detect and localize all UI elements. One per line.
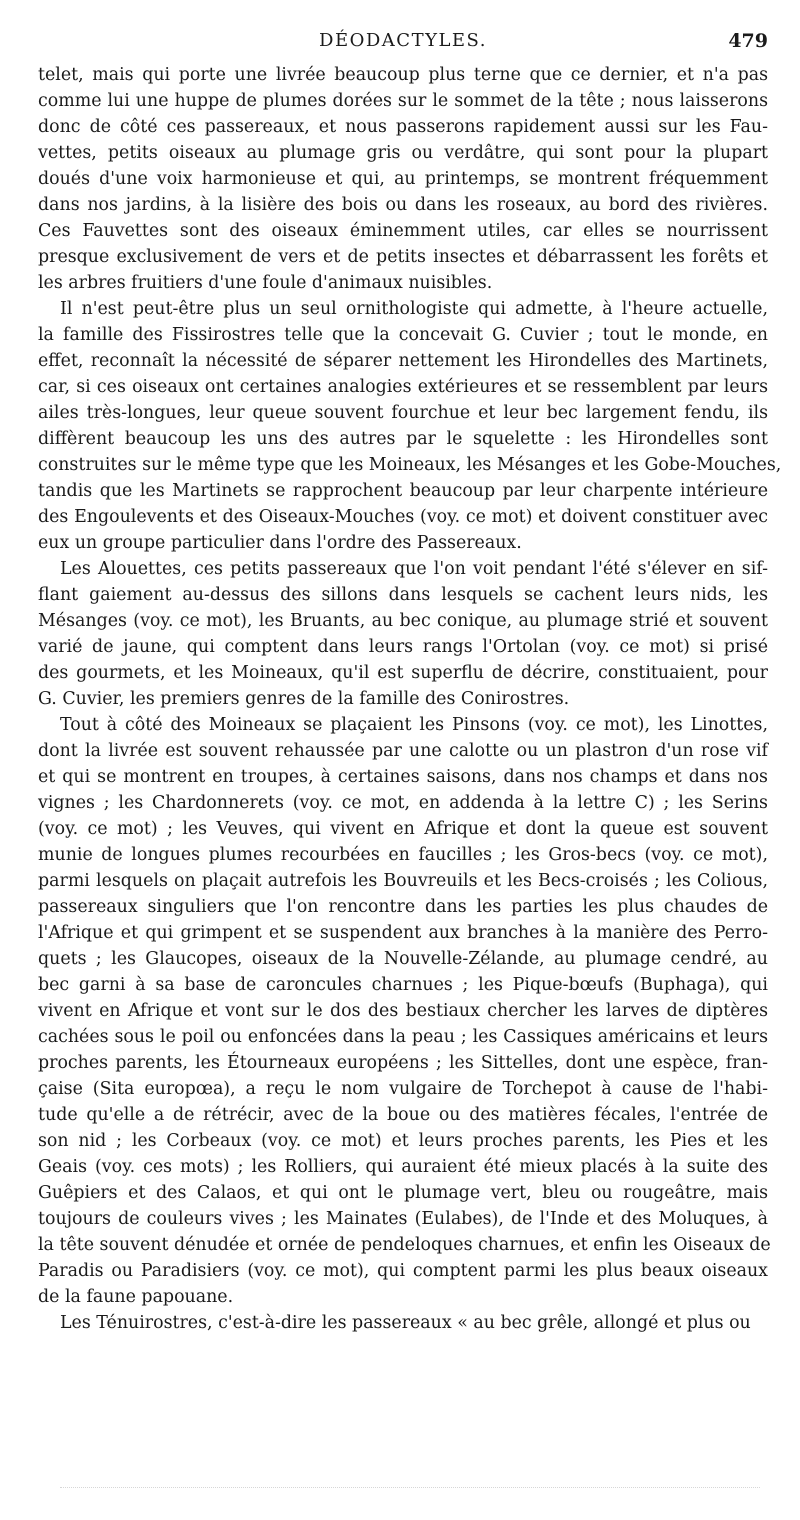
text-line: donc de côté ces passereaux, et nous passerons rapidement aussi sur les Fau-: [38, 117, 768, 137]
text-line: tandis que les Martinets se rapprochent beaucoup par leur charpente intérieure: [38, 481, 768, 501]
text-line: comme lui une huppe de plumes dorées sur le sommet de la tête ; nous laisserons: [38, 91, 768, 111]
text-line: varié de jaune, qui comptent dans leurs rangs l'Ortolan (voy. ce mot) si prisé: [38, 637, 768, 657]
text-line: la tête souvent dénudée et ornée de pendeloques charnues, et enfin les Oiseaux de: [38, 1235, 771, 1255]
text-line: toujours de couleurs vives ; les Mainates (Eulabes), de l'Inde et des Moluques, à: [38, 1209, 768, 1229]
text-line: des Engoulevents et des Oiseaux-Mouches (voy. ce mot) et doivent constituer avec: [38, 507, 768, 527]
text-line: (voy. ce mot) ; les Veuves, qui vivent en Afrique et dont la queue est souvent: [38, 819, 768, 839]
text-line: Ces Fauvettes sont des oiseaux éminemment utiles, car elles se nourrissent: [38, 221, 768, 241]
text-line: cachées sous le poil ou enfoncées dans la peau ; les Cassiques américains et leurs: [38, 1027, 768, 1047]
page-number: 479: [728, 30, 768, 52]
paragraph: [38, 296, 782, 556]
text-line: les arbres fruitiers d'une foule d'animaux nuisibles.: [38, 273, 493, 293]
text-line: Les Alouettes, ces petits passereaux que l'on voit pendant l'été s'élever en sif-: [60, 559, 768, 579]
paragraph: [38, 712, 771, 1310]
text-line: munie de longues plumes recourbées en faucilles ; les Gros-becs (voy. ce mot),: [38, 845, 768, 865]
text-line: doués d'une voix harmonieuse et qui, au printemps, se montrent fréquemment: [38, 169, 768, 189]
text-line: Les Ténuirostres, c'est-à-dire les passereaux « au bec grêle, allongé et plus ou: [60, 1313, 751, 1333]
page-header: [38, 26, 768, 56]
text-line: bec garni à sa base de caroncules charnues ; les Pique-bœufs (Buphaga), qui: [38, 975, 768, 995]
text-line: Tout à côté des Moineaux se plaçaient les Pinsons (voy. ce mot), les Linottes,: [60, 715, 768, 735]
text-line: dont la livrée est souvent rehaussée par une calotte ou un plastron d'un rose vif: [38, 741, 768, 761]
text-line: telet, mais qui porte une livrée beaucoup plus terne que ce dernier, et n'a pas: [38, 65, 768, 85]
text-line: des gourmets, et les Moineaux, qu'il est superflu de décrire, constituaient, pour: [38, 663, 768, 683]
running-title: DÉODACTYLES.: [319, 30, 487, 51]
bottom-margin-specks: [60, 1487, 760, 1494]
text-line: proches parents, les Étourneaux européens ; les Sittelles, dont une espèce, fran-: [38, 1053, 768, 1073]
text-line: flant gaiement au-dessus des sillons dans lesquels se cachent leurs nids, les: [38, 585, 768, 605]
text-line: Geais (voy. ces mots) ; les Rolliers, qui auraient été mieux placés à la suite des: [38, 1157, 768, 1177]
text-line: et qui se montrent en troupes, à certaines saisons, dans nos champs et dans nos: [38, 767, 768, 787]
text-line: vettes, petits oiseaux au plumage gris ou verdâtre, qui sont pour la plupart: [38, 143, 768, 163]
text-line: G. Cuvier, les premiers genres de la famille des Conirostres.: [38, 689, 570, 709]
text-line: effet, reconnaît la nécessité de séparer nettement les Hirondelles des Martinets,: [38, 351, 768, 371]
text-line: Guêpiers et des Calaos, et qui ont le plumage vert, bleu ou rougeâtre, mais: [38, 1183, 768, 1203]
text-line: construites sur le même type que les Moineaux, les Mésanges et les Gobe-Mouches,: [38, 455, 782, 475]
text-line: vivent en Afrique et vont sur le dos des bestiaux chercher les larves de diptères: [38, 1001, 768, 1021]
text-line: l'Afrique et qui grimpent et se suspendent aux branches à la manière des Perro-: [38, 923, 768, 943]
text-line: vignes ; les Chardonnerets (voy. ce mot, en addenda à la lettre C) ; les Serins: [38, 793, 768, 813]
text-line: Il n'est peut-être plus un seul ornithologiste qui admette, à l'heure actuelle,: [60, 299, 768, 319]
text-line: presque exclusivement de vers et de petits insectes et débarrassent les forêts et: [38, 247, 768, 267]
body-text: [38, 62, 782, 1336]
text-line: Mésanges (voy. ce mot), les Bruants, au bec conique, au plumage strié et souvent: [38, 611, 768, 631]
text-line: tude qu'elle a de rétrécir, avec de la boue ou des matières fécales, l'entrée de: [38, 1105, 768, 1125]
text-line: passereaux singuliers que l'on rencontre dans les parties les plus chaudes de: [38, 897, 768, 917]
text-line: de la faune papouane.: [38, 1287, 234, 1307]
text-line: diffèrent beaucoup les uns des autres par le squelette : les Hirondelles sont: [38, 429, 768, 449]
text-line: çaise (Sita europœa), a reçu le nom vulgaire de Torchepot à cause de l'habi-: [38, 1079, 768, 1099]
text-line: quets ; les Glaucopes, oiseaux de la Nouvelle-Zélande, au plumage cendré, au: [38, 949, 768, 969]
text-line: son nid ; les Corbeaux (voy. ce mot) et leurs proches parents, les Pies et les: [38, 1131, 768, 1151]
text-line: ailes très-longues, leur queue souvent fourchue et leur bec largement fendu, ils: [38, 403, 768, 423]
paragraph: [38, 556, 768, 712]
paragraph: [38, 62, 768, 296]
text-line: Paradis ou Paradisiers (voy. ce mot), qui comptent parmi les plus beaux oiseaux: [38, 1261, 768, 1281]
text-line: car, si ces oiseaux ont certaines analogies extérieures et se ressemblent par leurs: [38, 377, 768, 397]
text-line: la famille des Fissirostres telle que la concevait G. Cuvier ; tout le monde, en: [38, 325, 768, 345]
text-line: eux un groupe particulier dans l'ordre des Passereaux.: [38, 533, 522, 553]
text-line: parmi lesquels on plaçait autrefois les Bouvreuils et les Becs-croisés ; les Colious,: [38, 871, 768, 891]
paragraph: [38, 1310, 768, 1336]
text-line: dans nos jardins, à la lisière des bois ou dans les roseaux, au bord des rivières.: [38, 195, 768, 215]
